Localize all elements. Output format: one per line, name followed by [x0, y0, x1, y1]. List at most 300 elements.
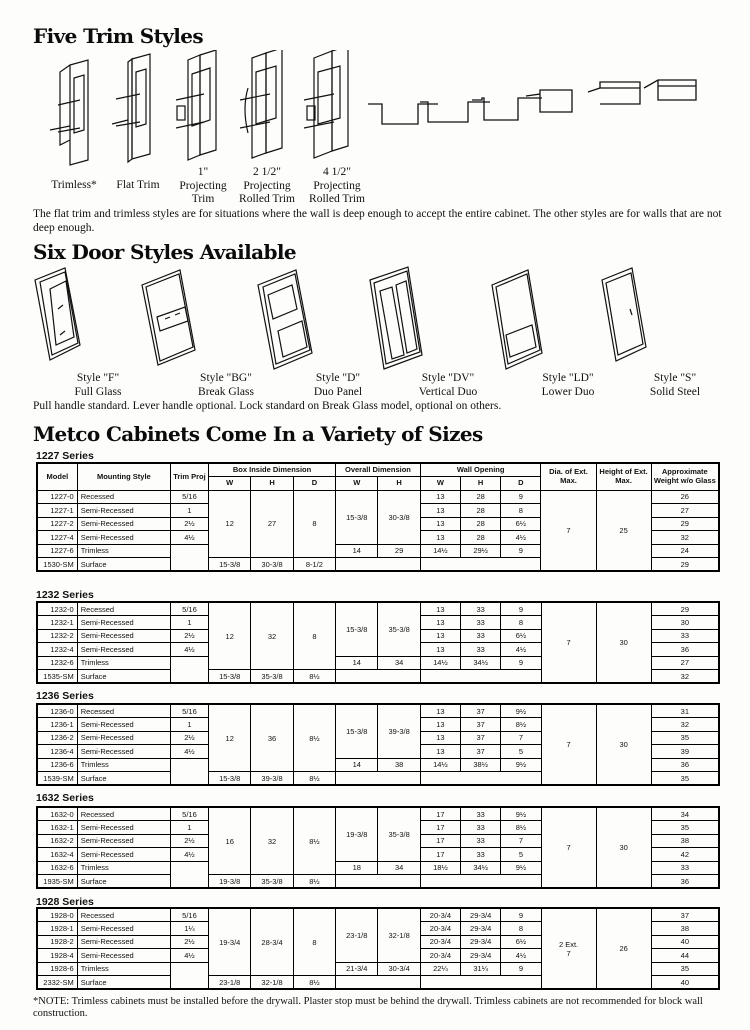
- model-cell: 1236-4: [37, 745, 77, 759]
- wall-d-cell: 8: [501, 922, 541, 936]
- mounting-cell: Trimless: [77, 861, 170, 875]
- header-wall-d: D: [501, 477, 541, 491]
- box-w-cell: 12: [209, 602, 251, 670]
- wall-h-cell: 28: [461, 490, 501, 504]
- series-table: [36, 601, 720, 684]
- mounting-cell: Semi-Recessed: [77, 745, 170, 759]
- weight-cell: 38: [651, 922, 719, 936]
- weight-cell: 33: [651, 629, 719, 643]
- mounting-cell: Semi-Recessed: [77, 504, 170, 518]
- overall-h-cell: 30-3/4: [378, 962, 420, 976]
- wall-d-cell: 6½: [501, 935, 541, 949]
- trim-cell: 4½: [170, 949, 208, 963]
- header-height: Height of Ext. Max.: [596, 463, 651, 490]
- box-h-cell: 35-3/8: [251, 670, 293, 684]
- table-row: [37, 908, 719, 922]
- overall-w-cell: 14: [336, 656, 378, 670]
- weight-cell: 27: [651, 504, 719, 518]
- model-cell: 1535-SM: [37, 670, 77, 684]
- door-note: Pull handle standard. Lever handle optional. Lock standard on Break Glass model, optional on others.: [33, 400, 502, 412]
- wall-h-cell: 28: [461, 531, 501, 545]
- mounting-cell: Surface: [77, 670, 170, 684]
- series-table: [36, 907, 720, 990]
- wall-h-cell: 37: [461, 731, 501, 745]
- wall-d-cell: 6½: [501, 517, 541, 531]
- wall-h-cell: 29½: [461, 544, 501, 558]
- trim-cell: 2½: [170, 731, 208, 745]
- overall-empty: [336, 976, 421, 990]
- wall-w-cell: 13: [420, 745, 460, 759]
- wall-h-cell: 29-3/4: [461, 922, 501, 936]
- mounting-cell: Semi-Recessed: [77, 834, 170, 848]
- wall-w-cell: 13: [420, 504, 460, 518]
- box-h-cell: 30-3/8: [251, 558, 293, 572]
- wall-d-cell: 9: [501, 656, 541, 670]
- model-cell: 1935-SM: [37, 875, 77, 889]
- header-box-h: H: [251, 477, 293, 491]
- wall-w-cell: 18½: [420, 861, 460, 875]
- wall-d-cell: 6½: [501, 629, 541, 643]
- mounting-cell: Recessed: [77, 807, 170, 821]
- mounting-cell: Trimless: [77, 758, 170, 772]
- trim-caption-4half-rolled: 4 1/2" Projecting Rolled Trim: [309, 166, 365, 205]
- mounting-cell: Recessed: [77, 490, 170, 504]
- weight-cell: 40: [651, 976, 719, 990]
- model-cell: 1632-0: [37, 807, 77, 821]
- wall-w-cell: 17: [420, 821, 460, 835]
- box-w-cell: 19-3/8: [209, 875, 251, 889]
- mounting-cell: Semi-Recessed: [77, 629, 170, 643]
- wall-empty: [420, 976, 541, 990]
- wall-h-cell: 33: [461, 629, 501, 643]
- trim-caption-trimless: Trimless*: [51, 179, 97, 191]
- sizes-heading: Metco Cabinets Come In a Variety of Sizes: [33, 422, 483, 446]
- wall-d-cell: 9: [501, 544, 541, 558]
- model-cell: 1236-0: [37, 704, 77, 718]
- trim-cell: [170, 758, 208, 785]
- mounting-cell: Semi-Recessed: [77, 531, 170, 545]
- wall-h-cell: 37: [461, 718, 501, 732]
- header-mounting: Mounting Style: [77, 463, 170, 490]
- trim-cell: 2½: [170, 517, 208, 531]
- model-cell: 1232-4: [37, 643, 77, 657]
- weight-cell: 32: [651, 670, 719, 684]
- box-h-cell: 36: [251, 704, 293, 772]
- mounting-cell: Surface: [77, 976, 170, 990]
- trim-caption-projecting: 1" Projecting Trim: [179, 166, 227, 205]
- header-trim: Trim Proj: [170, 463, 208, 490]
- weight-cell: 29: [651, 558, 719, 572]
- header-box-d: D: [293, 477, 335, 491]
- model-cell: 1232-6: [37, 656, 77, 670]
- weight-cell: 38: [651, 834, 719, 848]
- height-cell: 30: [596, 602, 651, 683]
- mounting-cell: Semi-Recessed: [77, 616, 170, 630]
- header-dia: Dia. of Ext. Max.: [541, 463, 596, 490]
- wall-empty: [420, 772, 541, 786]
- mounting-cell: Surface: [77, 772, 170, 786]
- wall-w-cell: 22¼: [420, 962, 460, 976]
- trim-cell: 5/16: [170, 807, 208, 821]
- model-cell: 1232-2: [37, 629, 77, 643]
- wall-w-cell: 20-3/4: [420, 922, 460, 936]
- box-w-cell: 16: [209, 807, 251, 875]
- mounting-cell: Recessed: [77, 602, 170, 616]
- wall-h-cell: 38½: [461, 758, 501, 772]
- wall-d-cell: 4½: [501, 531, 541, 545]
- wall-d-cell: 8½: [501, 821, 541, 835]
- model-cell: 1232-0: [37, 602, 77, 616]
- mounting-cell: Surface: [77, 875, 170, 889]
- box-w-cell: 15-3/8: [209, 558, 251, 572]
- header-wall-w: W: [420, 477, 460, 491]
- model-cell: 1928-0: [37, 908, 77, 922]
- wall-w-cell: 17: [420, 807, 460, 821]
- trim-cell: 2½: [170, 935, 208, 949]
- weight-cell: 44: [651, 949, 719, 963]
- wall-d-cell: 8: [501, 504, 541, 518]
- wall-w-cell: 14½: [420, 758, 460, 772]
- model-cell: 1227-2: [37, 517, 77, 531]
- overall-h-cell: 34: [378, 861, 420, 875]
- door-caption-dv: Style "DV" Vertical Duo: [418, 372, 478, 398]
- model-cell: 1632-6: [37, 861, 77, 875]
- mounting-cell: Trimless: [77, 656, 170, 670]
- mounting-cell: Semi-Recessed: [77, 922, 170, 936]
- weight-cell: 27: [651, 656, 719, 670]
- trim-cell: 1: [170, 616, 208, 630]
- wall-w-cell: 14½: [420, 544, 460, 558]
- box-h-cell: 27: [251, 490, 293, 558]
- wall-w-cell: 17: [420, 848, 460, 862]
- box-w-cell: 15-3/8: [209, 670, 251, 684]
- overall-empty: [336, 670, 421, 684]
- mounting-cell: Semi-Recessed: [77, 731, 170, 745]
- overall-w-cell: 23-1/8: [336, 908, 378, 962]
- trim-caption-2half-rolled: 2 1/2" Projecting Rolled Trim: [239, 166, 295, 205]
- wall-w-cell: 13: [420, 602, 460, 616]
- trim-cell: 1: [170, 504, 208, 518]
- mounting-cell: Semi-Recessed: [77, 821, 170, 835]
- door-caption-ld: Style "LD" Lower Duo: [541, 372, 595, 398]
- weight-cell: 35: [651, 821, 719, 835]
- overall-empty: [336, 875, 421, 889]
- wall-h-cell: 31¼: [461, 962, 501, 976]
- dia-cell: 7: [541, 704, 596, 785]
- wall-w-cell: 13: [420, 531, 460, 545]
- door-caption-bg: Style "BG" Break Glass: [198, 372, 254, 398]
- overall-w-cell: 18: [336, 861, 378, 875]
- wall-w-cell: 20-3/4: [420, 935, 460, 949]
- box-d-cell: 8½: [293, 976, 335, 990]
- model-cell: 1232-1: [37, 616, 77, 630]
- header-box-w: W: [209, 477, 251, 491]
- wall-d-cell: 5: [501, 848, 541, 862]
- wall-h-cell: 33: [461, 602, 501, 616]
- model-cell: 1236-6: [37, 758, 77, 772]
- table-row: [37, 602, 719, 616]
- overall-h-cell: 30-3/8: [378, 490, 420, 544]
- overall-w-cell: 14: [336, 544, 378, 558]
- wall-d-cell: 9½: [501, 704, 541, 718]
- wall-w-cell: 13: [420, 517, 460, 531]
- overall-h-cell: 38: [378, 758, 420, 772]
- overall-h-cell: 34: [378, 656, 420, 670]
- wall-h-cell: 29-3/4: [461, 908, 501, 922]
- model-cell: 1530-SM: [37, 558, 77, 572]
- model-cell: 1236-2: [37, 731, 77, 745]
- wall-h-cell: 33: [461, 834, 501, 848]
- wall-w-cell: 17: [420, 834, 460, 848]
- wall-d-cell: 7: [501, 731, 541, 745]
- overall-h-cell: 35-3/8: [378, 602, 420, 656]
- mounting-cell: Semi-Recessed: [77, 949, 170, 963]
- model-cell: 1928-1: [37, 922, 77, 936]
- box-w-cell: 15-3/8: [209, 772, 251, 786]
- weight-cell: 39: [651, 745, 719, 759]
- series-title: 1232 Series: [36, 589, 94, 601]
- wall-d-cell: 5: [501, 745, 541, 759]
- wall-h-cell: 33: [461, 616, 501, 630]
- wall-h-cell: 33: [461, 848, 501, 862]
- overall-w-cell: 19-3/8: [336, 807, 378, 861]
- box-h-cell: 32: [251, 807, 293, 875]
- wall-d-cell: 8: [501, 616, 541, 630]
- wall-w-cell: 20-3/4: [420, 908, 460, 922]
- wall-empty: [420, 558, 541, 572]
- mounting-cell: Semi-Recessed: [77, 718, 170, 732]
- box-d-cell: 8: [293, 908, 335, 976]
- door-caption-f: Style "F" Full Glass: [74, 372, 122, 398]
- series-table: [36, 462, 720, 572]
- header-box: Box Inside Dimension: [209, 463, 336, 477]
- mounting-cell: Trimless: [77, 962, 170, 976]
- model-cell: 1928-4: [37, 949, 77, 963]
- wall-d-cell: 9½: [501, 807, 541, 821]
- wall-d-cell: 9: [501, 490, 541, 504]
- dia-cell: 7: [541, 602, 596, 683]
- dia-cell: 2 Ext. 7: [541, 908, 596, 989]
- box-d-cell: 8½: [293, 670, 335, 684]
- box-w-cell: 12: [209, 490, 251, 558]
- header-overall: Overall Dimension: [336, 463, 421, 477]
- model-cell: 1632-1: [37, 821, 77, 835]
- overall-h-cell: 35-3/8: [378, 807, 420, 861]
- trim-style-drawings: [40, 50, 370, 178]
- model-cell: 1928-2: [37, 935, 77, 949]
- footnote: *NOTE: Trimless cabinets must be installed before the drywall. Plaster stop must be behind the drywall. Trimless cabinets are not recommended for block wall construction.: [33, 996, 703, 1019]
- trim-cell: 2½: [170, 834, 208, 848]
- wall-d-cell: 9: [501, 908, 541, 922]
- box-d-cell: 8: [293, 490, 335, 558]
- weight-cell: 42: [651, 848, 719, 862]
- mounting-cell: Semi-Recessed: [77, 517, 170, 531]
- trim-styles-heading: Five Trim Styles: [33, 24, 204, 48]
- mounting-cell: Semi-Recessed: [77, 643, 170, 657]
- overall-w-cell: 15-3/8: [336, 490, 378, 544]
- door-styles-heading: Six Door Styles Available: [33, 240, 297, 264]
- wall-d-cell: 8½: [501, 718, 541, 732]
- mounting-cell: Trimless: [77, 544, 170, 558]
- weight-cell: 40: [651, 935, 719, 949]
- overall-w-cell: 15-3/8: [336, 602, 378, 656]
- trim-profile-drawings: [368, 78, 708, 134]
- header-wall-h: H: [461, 477, 501, 491]
- box-w-cell: 23-1/8: [209, 976, 251, 990]
- overall-w-cell: 21-3/4: [336, 962, 378, 976]
- wall-h-cell: 37: [461, 745, 501, 759]
- mounting-cell: Recessed: [77, 704, 170, 718]
- trim-cell: [170, 544, 208, 571]
- box-d-cell: 8½: [293, 704, 335, 772]
- trim-cell: 1: [170, 718, 208, 732]
- model-cell: 1227-0: [37, 490, 77, 504]
- wall-empty: [420, 670, 541, 684]
- mounting-cell: Semi-Recessed: [77, 848, 170, 862]
- box-h-cell: 39-3/8: [251, 772, 293, 786]
- wall-d-cell: 9½: [501, 861, 541, 875]
- weight-cell: 35: [651, 962, 719, 976]
- height-cell: 30: [596, 807, 651, 888]
- trim-caption-flat: Flat Trim: [116, 179, 160, 191]
- trim-cell: 4½: [170, 745, 208, 759]
- weight-cell: 35: [651, 772, 719, 786]
- wall-h-cell: 28: [461, 504, 501, 518]
- trim-cell: 1: [170, 821, 208, 835]
- box-w-cell: 19-3/4: [209, 908, 251, 976]
- header-overall-w: W: [336, 477, 378, 491]
- header-wall: Wall Opening: [420, 463, 541, 477]
- table-row: [37, 704, 719, 718]
- overall-h-cell: 29: [378, 544, 420, 558]
- wall-w-cell: 13: [420, 490, 460, 504]
- weight-cell: 26: [651, 490, 719, 504]
- trim-cell: [170, 656, 208, 683]
- box-d-cell: 8: [293, 602, 335, 670]
- trim-cell: [170, 861, 208, 888]
- trim-cell: 2½: [170, 629, 208, 643]
- model-cell: 1632-2: [37, 834, 77, 848]
- wall-h-cell: 28: [461, 517, 501, 531]
- box-h-cell: 32-1/8: [251, 976, 293, 990]
- box-d-cell: 8½: [293, 772, 335, 786]
- box-d-cell: 8½: [293, 875, 335, 889]
- box-d-cell: 8-1/2: [293, 558, 335, 572]
- mounting-cell: Surface: [77, 558, 170, 572]
- door-caption-d: Style "D" Duo Panel: [313, 372, 363, 398]
- model-cell: 1539-SM: [37, 772, 77, 786]
- series-table: [36, 806, 720, 889]
- box-d-cell: 8½: [293, 807, 335, 875]
- weight-cell: 33: [651, 861, 719, 875]
- trim-cell: 5/16: [170, 704, 208, 718]
- wall-d-cell: 9: [501, 602, 541, 616]
- height-cell: 26: [596, 908, 651, 989]
- dia-cell: 7: [541, 490, 596, 571]
- weight-cell: 36: [651, 758, 719, 772]
- series-title: 1632 Series: [36, 792, 94, 804]
- weight-cell: 29: [651, 602, 719, 616]
- header-model: Model: [37, 463, 77, 490]
- wall-empty: [420, 875, 541, 889]
- wall-w-cell: 13: [420, 704, 460, 718]
- wall-w-cell: 20-3/4: [420, 949, 460, 963]
- box-h-cell: 32: [251, 602, 293, 670]
- wall-h-cell: 29-3/4: [461, 935, 501, 949]
- series-title: 1928 Series: [36, 896, 94, 908]
- trim-cell: 4½: [170, 531, 208, 545]
- overall-h-cell: 32-1/8: [378, 908, 420, 962]
- box-h-cell: 28-3/4: [251, 908, 293, 976]
- series-title: 1227 Series: [36, 450, 94, 462]
- model-cell: 1632-4: [37, 848, 77, 862]
- trim-cell: 4½: [170, 848, 208, 862]
- model-cell: 1227-6: [37, 544, 77, 558]
- wall-h-cell: 34½: [461, 861, 501, 875]
- wall-w-cell: 13: [420, 718, 460, 732]
- model-cell: 2332-SM: [37, 976, 77, 990]
- wall-d-cell: 7: [501, 834, 541, 848]
- wall-w-cell: 13: [420, 629, 460, 643]
- model-cell: 1227-4: [37, 531, 77, 545]
- trim-cell: 1¼: [170, 922, 208, 936]
- overall-empty: [336, 558, 421, 572]
- wall-d-cell: 4½: [501, 949, 541, 963]
- weight-cell: 36: [651, 643, 719, 657]
- weight-cell: 35: [651, 731, 719, 745]
- wall-w-cell: 13: [420, 616, 460, 630]
- wall-h-cell: 37: [461, 704, 501, 718]
- wall-d-cell: 9½: [501, 758, 541, 772]
- weight-cell: 32: [651, 718, 719, 732]
- dia-cell: 7: [541, 807, 596, 888]
- mounting-cell: Semi-Recessed: [77, 935, 170, 949]
- wall-w-cell: 14½: [420, 656, 460, 670]
- overall-h-cell: 39-3/8: [378, 704, 420, 758]
- weight-cell: 34: [651, 807, 719, 821]
- overall-w-cell: 15-3/8: [336, 704, 378, 758]
- trim-cell: 5/16: [170, 908, 208, 922]
- header-overall-h: H: [378, 477, 420, 491]
- mounting-cell: Recessed: [77, 908, 170, 922]
- weight-cell: 29: [651, 517, 719, 531]
- weight-cell: 31: [651, 704, 719, 718]
- trim-note: The flat trim and trimless styles are for situations where the wall is deep enough to accept the entire cabinet. The other styles are for walls that are not deep enough.: [33, 208, 722, 234]
- wall-d-cell: 9: [501, 962, 541, 976]
- series-table: [36, 703, 720, 786]
- trim-cell: 5/16: [170, 602, 208, 616]
- model-cell: 1236-1: [37, 718, 77, 732]
- weight-cell: 37: [651, 908, 719, 922]
- table-row: [37, 807, 719, 821]
- height-cell: 30: [596, 704, 651, 785]
- weight-cell: 24: [651, 544, 719, 558]
- wall-h-cell: 29-3/4: [461, 949, 501, 963]
- weight-cell: 36: [651, 875, 719, 889]
- table-row: [37, 490, 719, 504]
- trim-cell: 5/16: [170, 490, 208, 504]
- overall-w-cell: 14: [336, 758, 378, 772]
- weight-cell: 30: [651, 616, 719, 630]
- overall-empty: [336, 772, 421, 786]
- model-cell: 1227-1: [37, 504, 77, 518]
- box-h-cell: 35-3/8: [251, 875, 293, 889]
- wall-h-cell: 33: [461, 643, 501, 657]
- door-caption-s: Style "S" Solid Steel: [649, 372, 701, 398]
- wall-h-cell: 34½: [461, 656, 501, 670]
- trim-cell: 4½: [170, 643, 208, 657]
- wall-d-cell: 4½: [501, 643, 541, 657]
